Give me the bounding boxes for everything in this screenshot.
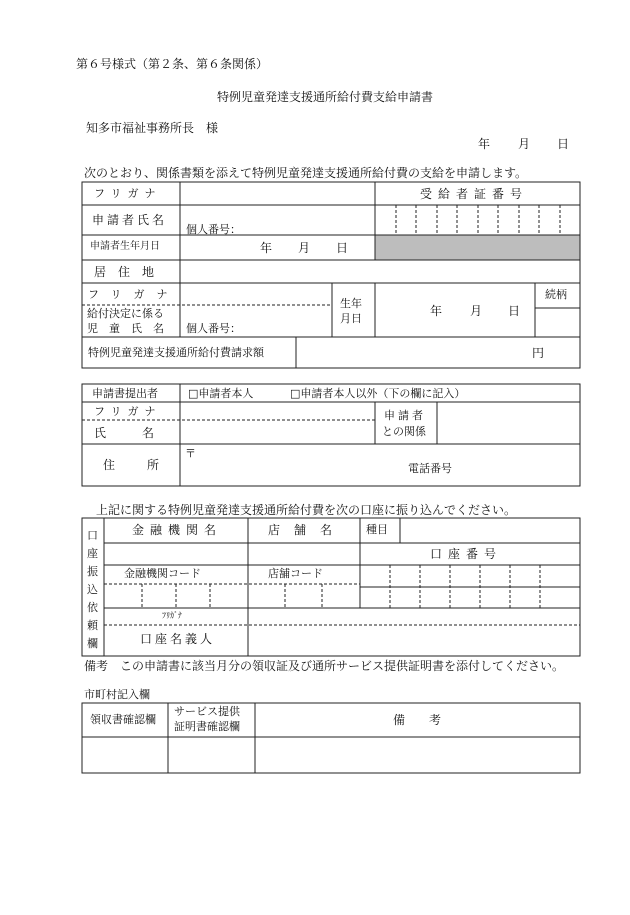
label-child-1: 給付決定に係る — [87, 307, 164, 320]
child-birth-month: 月 — [470, 304, 483, 318]
label-address: 居住地 — [94, 265, 167, 279]
date-month: 月 — [518, 137, 531, 151]
label-personal-no: 個人番号： — [186, 223, 241, 236]
label-submitter-furigana: フリガナ — [94, 405, 162, 418]
addressee: 知多市福祉事務所長 様 — [86, 121, 219, 135]
side-label-2: 振 — [87, 565, 98, 578]
side-label-3: 込 — [87, 583, 98, 596]
label-relation-2: との関係 — [382, 425, 426, 438]
child-birth-year: 年 — [430, 304, 443, 318]
bank-intro: 上記に関する特例児童発達支援通所給付費を次の口座に振り込んでください。 — [96, 503, 517, 517]
label-bank-name: 金融機関名 — [132, 523, 223, 537]
birth-month: 月 — [298, 241, 311, 255]
birth-year: 年 — [260, 241, 273, 255]
label-receipt-check: 領収書確認欄 — [90, 713, 156, 726]
label-recipient-cert-no: 受給者証番号 — [420, 187, 529, 201]
label-branch-code: 店舗コード — [268, 567, 323, 580]
label-furigana: フリガナ — [94, 187, 162, 200]
note-text: 備考 この申請書に該当月分の領収証及び通所サービス提供証明書を添付してください。 — [84, 659, 565, 673]
child-birth-day: 日 — [508, 304, 521, 318]
label-service-check-2: 証明書確認欄 — [174, 720, 240, 733]
label-service-check-1: サービス提供 — [174, 705, 240, 718]
postal-mark: 〒 — [185, 447, 196, 460]
label-child-2: 児童氏名 — [87, 322, 175, 335]
side-label-5: 頼 — [87, 619, 98, 632]
label-account-type: 種目 — [366, 523, 388, 536]
page-title: 特例児童発達支援通所給付費支給申請書 — [217, 90, 434, 104]
label-relation: 続柄 — [545, 288, 567, 301]
intro-text: 次のとおり、関係書類を添えて特例児童発達支援通所給付費の支給を申請します。 — [84, 166, 528, 180]
label-relation-1: 申請者 — [384, 409, 426, 422]
label-furigana-child: フリガナ — [88, 288, 180, 301]
municipal-title: 市町村記入欄 — [84, 688, 150, 701]
side-label-0: 口 — [87, 529, 98, 542]
label-personal-no-child: 個人番号： — [186, 322, 241, 335]
label-account-number: 口座番号 — [430, 547, 503, 561]
label-submitter-name: 氏 名 — [94, 426, 159, 440]
label-submitter-address: 住 所 — [103, 458, 170, 472]
label-holder-furigana: ﾌﾘｶﾞﾅ — [162, 611, 182, 620]
label-birth-2: 月日 — [340, 312, 362, 325]
label-applicant-birth: 申請者生年月日 — [90, 241, 160, 252]
label-phone: 電話番号 — [408, 462, 452, 475]
form-number: 第６号様式（第２条、第６条関係） — [76, 57, 269, 71]
option-self[interactable]: □申請者本人 — [188, 387, 254, 400]
label-bank-code: 金融機関コード — [124, 567, 201, 580]
label-yen: 円 — [532, 346, 545, 360]
date-year: 年 — [478, 137, 491, 151]
label-claim-amount: 特例児童発達支援通所給付費請求額 — [88, 346, 264, 359]
birth-day: 日 — [336, 241, 349, 255]
shaded-cell — [376, 236, 580, 260]
label-birth-1: 生年 — [340, 297, 362, 310]
side-label-1: 座 — [87, 547, 98, 560]
label-holder-name: 口座名義人 — [140, 632, 216, 646]
label-submitter: 申請書提出者 — [92, 387, 158, 400]
option-other[interactable]: □申請者本人以外（下の欄に記入） — [290, 387, 466, 400]
label-applicant-name: 申請者氏名 — [92, 213, 168, 227]
side-label-4: 依 — [87, 601, 98, 614]
side-label-6: 欄 — [87, 637, 98, 650]
label-remarks: 備 考 — [393, 713, 442, 727]
date-day: 日 — [557, 137, 570, 151]
label-branch-name: 店舗名 — [268, 523, 347, 537]
